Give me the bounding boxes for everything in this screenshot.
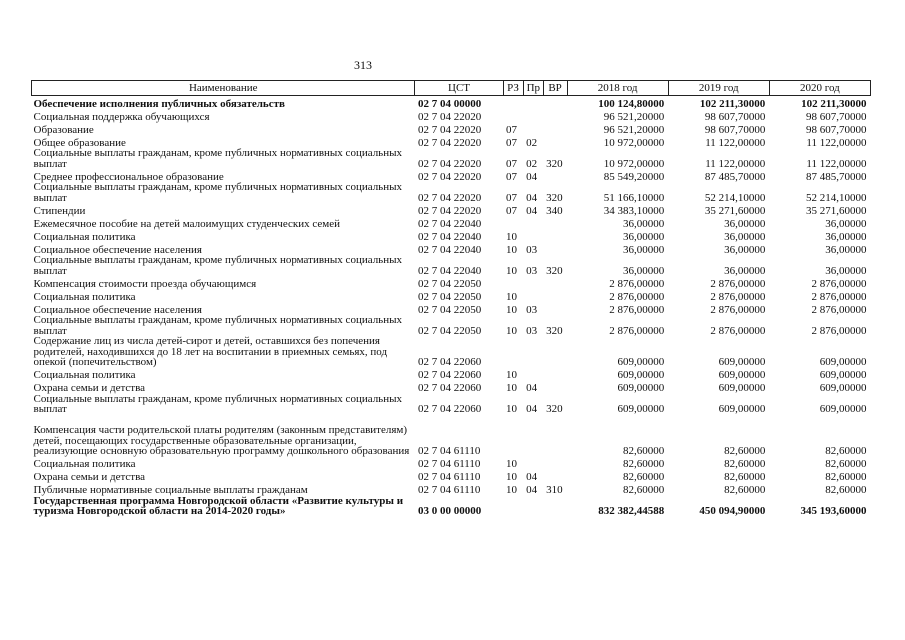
row-pr — [523, 229, 543, 242]
row-2018: 82,60000 — [622, 484, 665, 496]
row-vr — [543, 336, 567, 368]
row-pr — [523, 457, 543, 470]
row-name: Содержание лиц из числа детей-сирот и детей, оставшихся без попечения родителей, находившихся до 18 лет на воспитании в приемных семьях, под опекой (попечительством) — [33, 335, 388, 368]
table-row — [32, 148, 871, 169]
row-vr — [543, 216, 567, 229]
row-2020: 36,00000 — [825, 264, 867, 277]
row-vr — [543, 122, 567, 135]
row-2020: 609,00000 — [819, 382, 867, 394]
row-cst: 02 7 04 61110 — [417, 445, 481, 457]
row-pr: 03 — [526, 324, 538, 337]
row-rz — [503, 276, 523, 289]
row-2018: 82,60000 — [622, 471, 665, 483]
row-2019: 82,60000 — [724, 445, 766, 457]
row-pr — [523, 122, 543, 135]
row-cst: 02 7 04 22050 — [417, 277, 482, 290]
row-2019: 87 485,70000 — [704, 170, 766, 183]
row-vr: 320 — [546, 191, 563, 204]
table-row — [32, 394, 871, 415]
row-vr — [543, 415, 567, 457]
row-2020: 82,60000 — [825, 484, 867, 496]
row-2018: 2 876,00000 — [609, 290, 665, 303]
row-name: Социальная политика — [33, 230, 136, 243]
row-2018: 82,60000 — [622, 458, 665, 470]
table-row — [32, 470, 871, 483]
row-name: Социальная поддержка обучающихся — [33, 110, 210, 123]
row-pr: 03 — [526, 303, 538, 316]
row-2020: 98 607,70000 — [806, 123, 867, 136]
row-2018: 36,00000 — [622, 243, 665, 256]
row-name: Обеспечение исполнения публичных обязательств — [33, 97, 285, 110]
row-pr — [523, 415, 543, 457]
row-rz: 10 — [506, 303, 518, 316]
row-rz: 10 — [506, 264, 518, 277]
table-row — [32, 289, 871, 302]
row-cst: 02 7 04 61110 — [417, 458, 481, 470]
row-name: Ежемесячное пособие на детей малоимущих студенческих семей — [33, 217, 340, 230]
row-vr — [543, 470, 567, 483]
row-name: Социальные выплаты гражданам, кроме публичных нормативных социальных выплат — [33, 314, 402, 337]
row-pr: 02 — [526, 157, 538, 170]
table-row — [32, 109, 871, 122]
row-2020: 82,60000 — [825, 445, 867, 457]
row-vr: 320 — [546, 403, 563, 415]
row-pr — [523, 109, 543, 122]
table-row — [32, 255, 871, 276]
row-rz: 07 — [506, 123, 518, 136]
table-row — [32, 381, 871, 394]
row-cst: 02 7 04 22040 — [417, 230, 482, 243]
row-cst: 02 7 04 22020 — [417, 157, 482, 170]
row-cst: 02 7 04 22050 — [417, 290, 482, 303]
row-rz — [503, 415, 523, 457]
row-2019: 82,60000 — [724, 458, 766, 470]
row-cst: 02 7 04 22060 — [417, 382, 482, 394]
row-name: Социальное обеспечение населения — [33, 303, 202, 316]
row-2018: 82,60000 — [622, 445, 665, 457]
row-rz — [503, 496, 523, 517]
row-rz: 10 — [506, 471, 518, 483]
row-pr — [523, 336, 543, 368]
row-2020: 36,00000 — [825, 217, 867, 230]
row-2019: 82,60000 — [724, 484, 766, 496]
row-rz: 07 — [506, 170, 518, 183]
row-cst: 02 7 04 22060 — [417, 356, 482, 368]
row-2019: 2 876,00000 — [710, 303, 766, 316]
row-2020: 11 122,00000 — [806, 157, 867, 170]
row-2018: 609,00000 — [617, 382, 665, 394]
row-2019: 36,00000 — [724, 230, 766, 243]
row-cst: 02 7 04 22040 — [417, 243, 482, 256]
header-name: Наименование — [32, 81, 415, 96]
row-2019: 2 876,00000 — [710, 277, 766, 290]
row-vr — [543, 381, 567, 394]
row-rz — [503, 216, 523, 229]
row-vr — [543, 276, 567, 289]
row-name: Стипендии — [33, 204, 86, 217]
row-pr: 03 — [526, 264, 538, 277]
table-row — [32, 336, 871, 368]
row-2019: 11 122,00000 — [705, 157, 766, 170]
row-name: Общее образование — [33, 136, 126, 149]
row-rz: 07 — [506, 157, 518, 170]
row-rz: 10 — [506, 290, 518, 303]
row-2018: 10 972,00000 — [603, 157, 665, 170]
row-vr — [543, 457, 567, 470]
row-vr — [543, 135, 567, 148]
row-2019: 2 876,00000 — [710, 290, 766, 303]
row-name: Компенсация части родительской платы родителям (законным представителям) детей, посещающих государственные образовательные организации, реализующие основную образовательную программу дошкольного образования — [33, 424, 410, 457]
row-pr — [523, 276, 543, 289]
row-pr: 04 — [526, 484, 538, 496]
row-2018: 832 382,44588 — [598, 505, 665, 517]
row-rz: 10 — [506, 243, 518, 256]
row-2019: 102 211,30000 — [699, 97, 766, 110]
table-row — [32, 216, 871, 229]
row-vr — [543, 96, 567, 110]
row-2018: 85 549,20000 — [603, 170, 665, 183]
row-2019: 609,00000 — [718, 356, 766, 368]
table-row — [32, 483, 871, 496]
row-2018: 36,00000 — [622, 217, 665, 230]
row-name: Компенсация стоимости проезда обучающимся — [33, 277, 257, 290]
row-2019: 98 607,70000 — [704, 110, 766, 123]
header-2019: 2019 год — [668, 81, 769, 96]
row-2018: 10 972,00000 — [603, 136, 665, 149]
row-2020: 98 607,70000 — [806, 110, 867, 123]
row-name: Охрана семьи и детства — [33, 471, 146, 483]
row-name: Социальная политика — [33, 369, 136, 381]
row-vr — [543, 368, 567, 381]
table-body — [32, 96, 871, 517]
row-2020: 609,00000 — [819, 369, 867, 381]
row-rz: 10 — [506, 458, 518, 470]
row-cst: 02 7 04 22040 — [417, 264, 482, 277]
row-cst: 03 0 00 00000 — [417, 505, 482, 517]
row-pr: 04 — [526, 471, 538, 483]
row-pr — [523, 216, 543, 229]
row-cst: 02 7 04 22020 — [417, 204, 482, 217]
row-pr: 04 — [526, 382, 538, 394]
row-pr — [523, 96, 543, 110]
row-name: Публичные нормативные социальные выплаты гражданам — [33, 484, 308, 496]
row-2020: 82,60000 — [825, 471, 867, 483]
row-pr: 04 — [526, 403, 538, 415]
row-cst: 02 7 04 22060 — [417, 369, 482, 381]
row-2019: 609,00000 — [718, 369, 766, 381]
table-row — [32, 368, 871, 381]
row-cst: 02 7 04 22040 — [417, 217, 482, 230]
row-2020: 87 485,70000 — [806, 170, 867, 183]
row-name: Охрана семьи и детства — [33, 382, 146, 394]
row-2020: 2 876,00000 — [811, 324, 867, 337]
table-row — [32, 229, 871, 242]
row-rz: 10 — [506, 230, 518, 243]
row-2019: 450 094,90000 — [699, 505, 766, 517]
row-pr: 04 — [526, 204, 538, 217]
row-name: Социальные выплаты гражданам, кроме публичных нормативных социальных выплат — [33, 147, 402, 170]
header-vr: ВР — [543, 81, 567, 96]
row-cst: 02 7 04 22020 — [417, 170, 482, 183]
row-cst: 02 7 04 22050 — [417, 324, 482, 337]
row-cst: 02 7 04 22060 — [417, 403, 482, 415]
row-2020: 102 211,30000 — [801, 97, 867, 110]
row-rz: 10 — [506, 369, 518, 381]
row-cst: 02 7 04 22050 — [417, 303, 482, 316]
header-rz: РЗ — [503, 81, 523, 96]
budget-table — [31, 80, 871, 517]
row-2020: 36,00000 — [825, 230, 867, 243]
row-2018: 2 876,00000 — [609, 303, 665, 316]
table-row — [32, 315, 871, 336]
row-rz — [503, 336, 523, 368]
row-2018: 609,00000 — [617, 356, 665, 368]
row-cst: 02 7 04 00000 — [417, 97, 482, 110]
row-cst: 02 7 04 61110 — [417, 471, 481, 483]
header-2020: 2020 год — [769, 81, 870, 96]
row-2020: 35 271,60000 — [806, 204, 867, 217]
row-2019: 36,00000 — [724, 243, 766, 256]
row-2019: 609,00000 — [718, 403, 766, 415]
row-pr — [523, 496, 543, 517]
row-2019: 11 122,00000 — [705, 136, 766, 149]
table-row — [32, 496, 871, 517]
row-2020: 609,00000 — [819, 403, 867, 415]
row-vr — [543, 229, 567, 242]
row-vr: 320 — [546, 157, 563, 170]
row-2018: 96 521,20000 — [603, 110, 665, 123]
table-row — [32, 415, 871, 457]
row-name: Государственная программа Новгородской области «Развитие культуры и туризма Новгородской области на 2014-2020 годы» — [33, 494, 404, 517]
row-2019: 2 876,00000 — [710, 324, 766, 337]
row-rz: 10 — [506, 484, 518, 496]
row-2020: 2 876,00000 — [811, 290, 867, 303]
row-2020: 11 122,00000 — [806, 136, 867, 149]
row-2019: 36,00000 — [724, 217, 766, 230]
row-vr — [543, 289, 567, 302]
row-2018: 51 166,10000 — [603, 191, 665, 204]
row-rz: 07 — [506, 136, 518, 149]
table-row — [32, 96, 871, 110]
row-2019: 98 607,70000 — [704, 123, 766, 136]
row-vr: 320 — [546, 324, 563, 337]
row-2018: 100 124,80000 — [598, 97, 665, 110]
header-cst: ЦСТ — [415, 81, 503, 96]
row-name: Социальная политика — [33, 458, 136, 470]
row-2020: 36,00000 — [825, 243, 867, 256]
row-vr — [543, 169, 567, 182]
row-2020: 2 876,00000 — [811, 277, 867, 290]
table-row — [32, 182, 871, 203]
row-2018: 2 876,00000 — [609, 277, 665, 290]
row-2018: 36,00000 — [622, 230, 665, 243]
row-name: Социальные выплаты гражданам, кроме публичных нормативных социальных выплат — [33, 254, 402, 277]
row-2019: 52 214,10000 — [704, 191, 766, 204]
row-2018: 2 876,00000 — [609, 324, 665, 337]
row-name: Социальные выплаты гражданам, кроме публичных нормативных социальных выплат — [33, 181, 402, 204]
row-vr — [543, 496, 567, 517]
row-vr — [543, 109, 567, 122]
row-vr: 310 — [546, 484, 563, 496]
row-2019: 35 271,60000 — [704, 204, 766, 217]
row-rz — [503, 109, 523, 122]
table-row — [32, 276, 871, 289]
row-2020: 82,60000 — [825, 458, 867, 470]
row-rz: 10 — [506, 403, 518, 415]
row-2019: 36,00000 — [724, 264, 766, 277]
row-2018: 609,00000 — [617, 403, 665, 415]
row-pr: 04 — [526, 191, 538, 204]
row-2020: 609,00000 — [819, 356, 867, 368]
row-2019: 82,60000 — [724, 471, 766, 483]
row-2018: 609,00000 — [617, 369, 665, 381]
header-2018: 2018 год — [567, 81, 668, 96]
row-cst: 02 7 04 22020 — [417, 191, 482, 204]
row-cst: 02 7 04 22020 — [417, 110, 482, 123]
row-2019: 609,00000 — [718, 382, 766, 394]
row-name: Среднее профессиональное образование — [33, 170, 224, 183]
row-vr: 320 — [546, 264, 563, 277]
row-vr — [543, 302, 567, 315]
row-rz: 10 — [506, 382, 518, 394]
row-2020: 52 214,10000 — [806, 191, 867, 204]
row-pr — [523, 289, 543, 302]
table-row — [32, 122, 871, 135]
row-pr: 02 — [526, 136, 538, 149]
row-cst: 02 7 04 22020 — [417, 123, 482, 136]
header-pr: Пр — [523, 81, 543, 96]
row-vr: 340 — [546, 204, 563, 217]
table-header — [32, 81, 871, 96]
row-vr — [543, 242, 567, 255]
row-2020: 2 876,00000 — [811, 303, 867, 316]
row-pr: 03 — [526, 243, 538, 256]
row-pr — [523, 368, 543, 381]
page-number: 313 — [354, 58, 372, 72]
row-2018: 34 383,10000 — [603, 204, 665, 217]
row-rz: 10 — [506, 324, 518, 337]
table-row — [32, 203, 871, 216]
row-pr: 04 — [526, 170, 538, 183]
row-cst: 02 7 04 61110 — [417, 484, 481, 496]
row-2020: 345 193,60000 — [800, 505, 867, 517]
row-rz: 07 — [506, 204, 518, 217]
row-name: Образование — [33, 123, 94, 136]
row-name: Социальные выплаты гражданам, кроме публичных нормативных социальных выплат — [33, 392, 402, 415]
row-name: Социальное обеспечение населения — [33, 243, 202, 256]
table-row — [32, 457, 871, 470]
row-rz: 07 — [506, 191, 518, 204]
row-cst: 02 7 04 22020 — [417, 136, 482, 149]
row-name: Социальная политика — [33, 290, 136, 303]
row-2018: 96 521,20000 — [603, 123, 665, 136]
row-2018: 36,00000 — [622, 264, 665, 277]
row-rz — [503, 96, 523, 110]
